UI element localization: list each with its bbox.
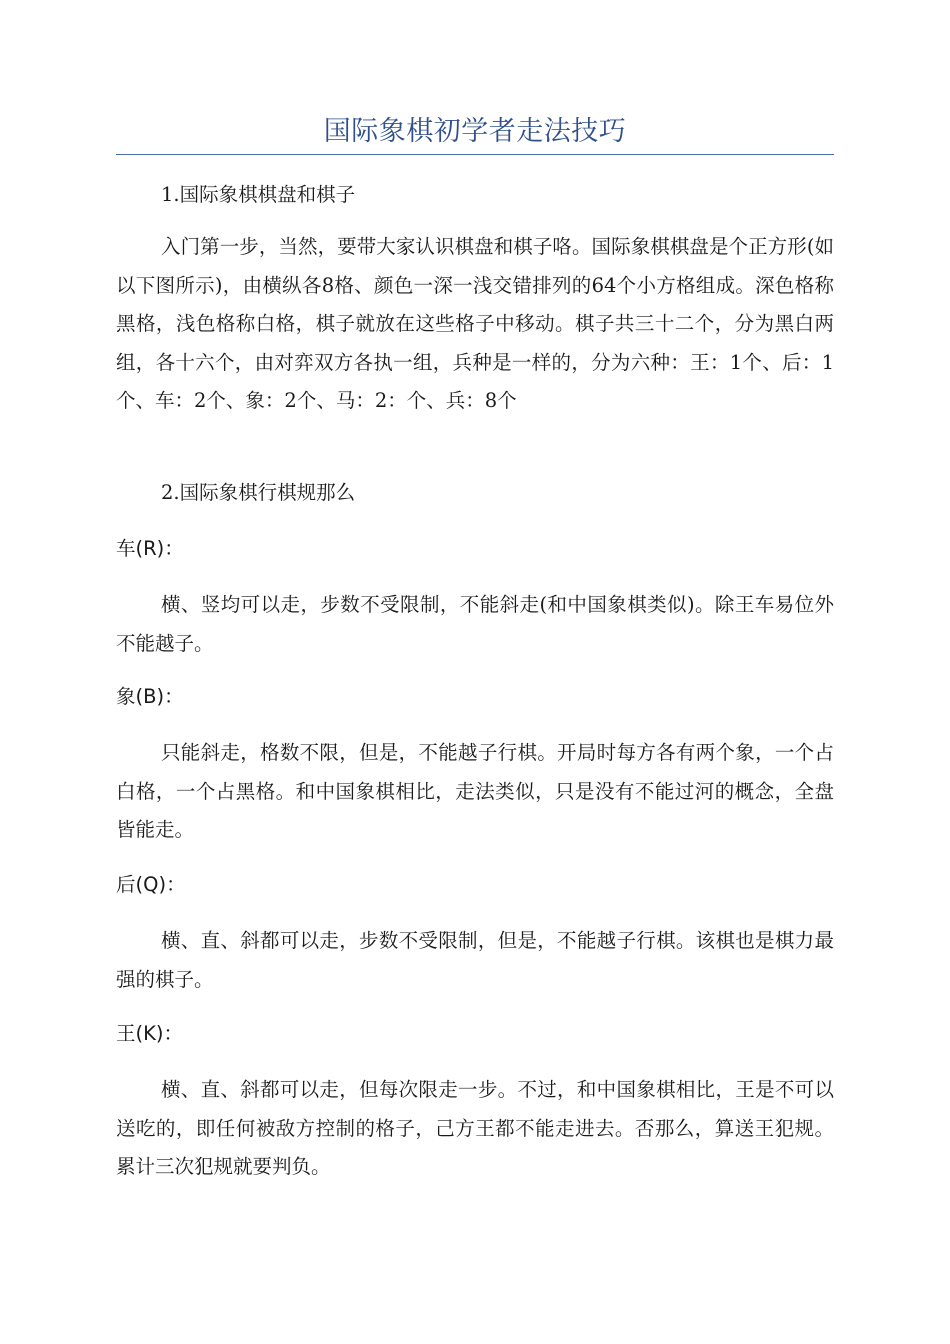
section-2-heading: 2.国际象棋行棋规那么 — [161, 481, 356, 504]
bishop-label: 象(B)： — [116, 685, 184, 708]
queen-label: 后(Q)： — [116, 873, 186, 896]
title-underline — [116, 154, 834, 155]
rook-label: 车(R)： — [116, 537, 184, 560]
king-body: 横、直、斜都可以走，但每次限走一步。不过，和中国象棋相比，王是不可以送吃的，即任何被敌方控制的格子，己方王都不能走进去。否那么，算送王犯规。累计三次犯规就要判负。 — [116, 1078, 834, 1178]
section-1-body: 入门第一步，当然，要带大家认识棋盘和棋子咯。国际象棋棋盘是个正方形(如以下图所示)，由横纵各8格、颜色一深一浅交错排列的64个小方格组成。深色格称黑格，浅色格称白格，棋子就放在这些格子中移动。棋子共三十二个，分为黑白两组，各十六个，由对弈双方各执一组，兵种是一样的，分为六种：王：1个、后：1个、车：2个、象：2个、马：2：个、兵：8个 — [116, 235, 834, 412]
section-1-heading: 1.国际象棋棋盘和棋子 — [161, 183, 356, 206]
document-page — [116, 0, 834, 1344]
king-label: 王(K)： — [116, 1022, 184, 1045]
bishop-body: 只能斜走，格数不限，但是，不能越子行棋。开局时每方各有两个象，一个占白格，一个占黑格。和中国象棋相比，走法类似，只是没有不能过河的概念，全盘皆能走。 — [116, 741, 834, 841]
rook-body: 横、竖均可以走，步数不受限制，不能斜走(和中国象棋类似)。除王车易位外不能越子。 — [116, 593, 834, 655]
document-title: 国际象棋初学者走法技巧 — [323, 116, 627, 147]
queen-body: 横、直、斜都可以走，步数不受限制，但是，不能越子行棋。该棋也是棋力最强的棋子。 — [116, 929, 834, 991]
